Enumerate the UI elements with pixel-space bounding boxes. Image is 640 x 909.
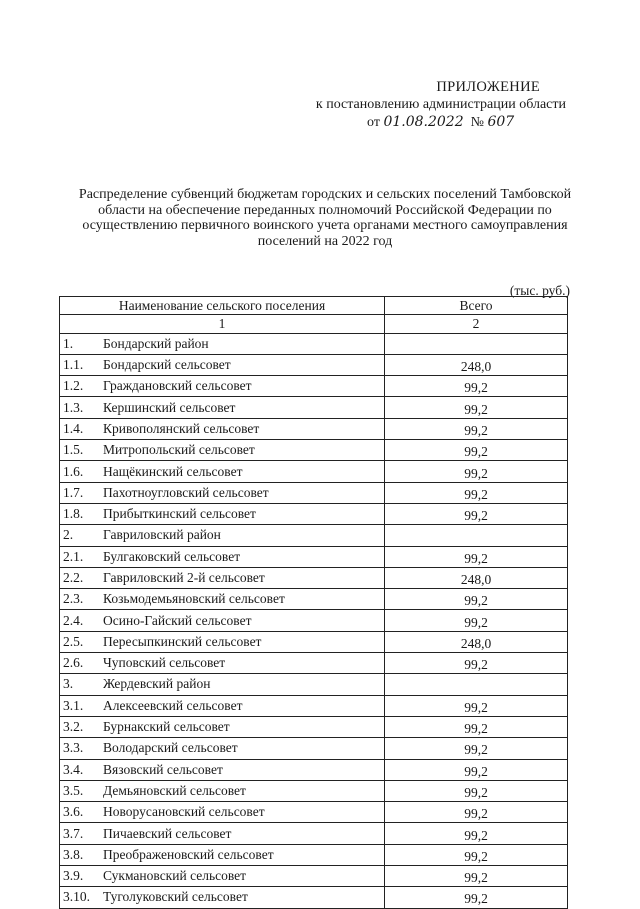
settlement-cell — [60, 418, 385, 439]
settlement-cell — [60, 738, 385, 759]
table-row — [60, 354, 568, 375]
settlement-name: Володарский сельсовет — [103, 740, 238, 756]
table-row — [60, 482, 568, 503]
row-number: 1.6. — [63, 463, 84, 479]
row-number: 3.2. — [63, 719, 84, 735]
settlement-cell — [60, 503, 385, 524]
settlement-cell — [60, 674, 385, 695]
table-row — [60, 823, 568, 844]
settlement-name: Осино-Гайский сельсовет — [103, 612, 252, 628]
settlement-name: Булгаковский сельсовет — [103, 548, 241, 564]
handwritten-number: 607 — [487, 114, 515, 130]
settlement-cell — [60, 759, 385, 780]
total-value: 99,2 — [385, 823, 568, 844]
settlement-cell — [60, 866, 385, 887]
table-row — [60, 631, 568, 652]
total-value: 248,0 — [385, 567, 568, 588]
settlement-name: Чуповский сельсовет — [103, 655, 226, 671]
settlement-name: Пичаевский сельсовет — [103, 825, 232, 841]
settlement-name: Кершинский сельсовет — [103, 399, 236, 415]
settlement-name: Жердевский район — [103, 676, 211, 692]
settlement-cell — [60, 376, 385, 397]
settlement-cell — [60, 440, 385, 461]
row-number: 3.3. — [63, 740, 84, 756]
row-number: 2. — [63, 527, 74, 543]
settlement-name: Гавриловский район — [103, 527, 221, 543]
table-row — [60, 546, 568, 567]
row-number: 1. — [63, 335, 74, 351]
settlement-cell — [60, 802, 385, 823]
total-value — [385, 525, 568, 546]
total-value: 99,2 — [385, 610, 568, 631]
settlement-name: Бондарский сельсовет — [103, 357, 231, 373]
settlement-name: Прибыткинский сельсовет — [103, 506, 256, 522]
settlement-name: Вязовский сельсовет — [103, 761, 223, 777]
table-row — [60, 695, 568, 716]
settlement-cell — [60, 397, 385, 418]
settlement-cell — [60, 631, 385, 652]
total-value: 99,2 — [385, 376, 568, 397]
total-value: 99,2 — [385, 716, 568, 737]
column-header-name: Наименование сельского поселения — [60, 297, 385, 315]
row-number: 2.2. — [63, 570, 84, 585]
settlement-cell — [60, 610, 385, 631]
settlement-cell — [60, 546, 385, 567]
number-prefix: № — [470, 115, 484, 130]
table-row — [60, 397, 568, 418]
row-number: 2.6. — [63, 655, 84, 671]
settlement-cell — [60, 482, 385, 503]
table-row — [60, 759, 568, 780]
total-value: 99,2 — [385, 546, 568, 567]
row-number: 2.4. — [63, 612, 84, 628]
total-value: 99,2 — [385, 503, 568, 524]
settlement-name: Бурнакский сельсовет — [103, 719, 230, 735]
total-value: 99,2 — [385, 397, 568, 418]
settlement-name: Граждановский сельсовет — [103, 378, 252, 394]
handwritten-date: 01.08.2022 — [383, 114, 464, 130]
settlement-cell — [60, 823, 385, 844]
settlement-cell — [60, 716, 385, 737]
appendix-title: ПРИЛОЖЕНИЕ — [436, 79, 540, 95]
total-value: 99,2 — [385, 887, 568, 908]
table-row — [60, 866, 568, 887]
table-body — [60, 333, 568, 908]
total-value: 99,2 — [385, 440, 568, 461]
settlement-name: Козьмодемьяновский сельсовет — [103, 591, 285, 607]
column-number-1: 1 — [60, 315, 385, 333]
row-number: 2.5. — [63, 633, 84, 649]
total-value: 99,2 — [385, 738, 568, 759]
row-number: 3.5. — [63, 782, 84, 798]
settlement-cell — [60, 333, 385, 354]
settlement-name: Митропольский сельсовет — [103, 442, 255, 458]
table-row — [60, 589, 568, 610]
settlement-cell — [60, 589, 385, 610]
row-number: 1.7. — [63, 484, 84, 500]
row-number: 2.1. — [63, 548, 84, 564]
table-column-number-row — [60, 315, 568, 333]
table-row — [60, 844, 568, 865]
total-value: 99,2 — [385, 695, 568, 716]
row-number: 1.1. — [63, 357, 84, 373]
total-value — [385, 674, 568, 695]
table-row — [60, 333, 568, 354]
total-value: 99,2 — [385, 802, 568, 823]
row-number: 1.5. — [63, 442, 84, 458]
row-number: 3.10. — [63, 889, 90, 905]
table-row — [60, 525, 568, 546]
settlement-name: Гавриловский 2-й сельсовет — [103, 570, 265, 585]
table-row — [60, 418, 568, 439]
total-value: 248,0 — [385, 354, 568, 375]
total-value: 99,2 — [385, 482, 568, 503]
appendix-subtitle: к постановлению администрации области — [315, 97, 566, 112]
total-value: 99,2 — [385, 759, 568, 780]
settlement-name: Бондарский район — [103, 335, 209, 351]
table-row — [60, 440, 568, 461]
settlement-cell — [60, 567, 385, 588]
settlement-cell — [60, 695, 385, 716]
table-row — [60, 780, 568, 801]
total-value: 248,0 — [385, 631, 568, 652]
date-prefix: от — [367, 115, 380, 130]
column-header-total: Всего — [385, 297, 568, 315]
table-row — [60, 674, 568, 695]
table-row — [60, 738, 568, 759]
row-number: 1.8. — [63, 506, 84, 522]
settlement-cell — [60, 461, 385, 482]
table-row — [60, 461, 568, 482]
total-value — [385, 333, 568, 354]
table-row — [60, 716, 568, 737]
row-number: 3.8. — [63, 846, 84, 862]
total-value: 99,2 — [385, 844, 568, 865]
total-value: 99,2 — [385, 780, 568, 801]
row-number: 3.6. — [63, 804, 84, 820]
units-label: (тыс. руб.) — [509, 283, 570, 298]
total-value: 99,2 — [385, 461, 568, 482]
document-title: Распределение субвенций бюджетам городских и сельских поселений Тамбовской области на обеспечение переданных полномочий Российской Федерации по осуществлению первичного воинского учета органами местного самоуправления поселений на 2022 год — [78, 187, 572, 249]
row-number: 3.7. — [63, 825, 84, 841]
row-number: 1.2. — [63, 378, 84, 394]
settlement-cell — [60, 525, 385, 546]
row-number: 2.3. — [63, 591, 84, 607]
settlement-name: Новорусановский сельсовет — [103, 804, 265, 820]
total-value: 99,2 — [385, 589, 568, 610]
table-row — [60, 653, 568, 674]
total-value: 99,2 — [385, 866, 568, 887]
settlement-name: Кривополянский сельсовет — [103, 420, 260, 436]
settlement-name: Преображеновский сельсовет — [103, 846, 274, 862]
row-number: 3.4. — [63, 761, 84, 777]
settlement-cell — [60, 844, 385, 865]
total-value: 99,2 — [385, 653, 568, 674]
table-header-row — [60, 297, 568, 315]
row-number: 3.1. — [63, 697, 84, 713]
table-row — [60, 376, 568, 397]
settlement-cell — [60, 653, 385, 674]
total-value: 99,2 — [385, 418, 568, 439]
row-number: 3.9. — [63, 868, 84, 884]
settlement-name: Нащёкинский сельсовет — [103, 463, 243, 479]
settlement-name: Пересыпкинский сельсовет — [103, 633, 262, 649]
settlement-cell — [60, 780, 385, 801]
row-number: 1.3. — [63, 399, 84, 415]
settlement-name: Пахотноугловский сельсовет — [103, 484, 269, 500]
settlement-name: Алексеевский сельсовет — [103, 697, 243, 713]
subsidy-table — [59, 296, 568, 909]
table-row — [60, 567, 568, 588]
settlement-name: Туголуковский сельсовет — [103, 889, 248, 905]
settlement-cell — [60, 354, 385, 375]
settlement-name: Демьяновский сельсовет — [103, 782, 246, 798]
settlement-name: Сукмановский сельсовет — [103, 868, 247, 884]
row-number: 3. — [63, 676, 74, 692]
appendix-date-line — [367, 114, 514, 131]
column-number-2: 2 — [385, 315, 568, 333]
table-row — [60, 802, 568, 823]
table-row — [60, 503, 568, 524]
row-number: 1.4. — [63, 420, 84, 436]
table-row — [60, 610, 568, 631]
